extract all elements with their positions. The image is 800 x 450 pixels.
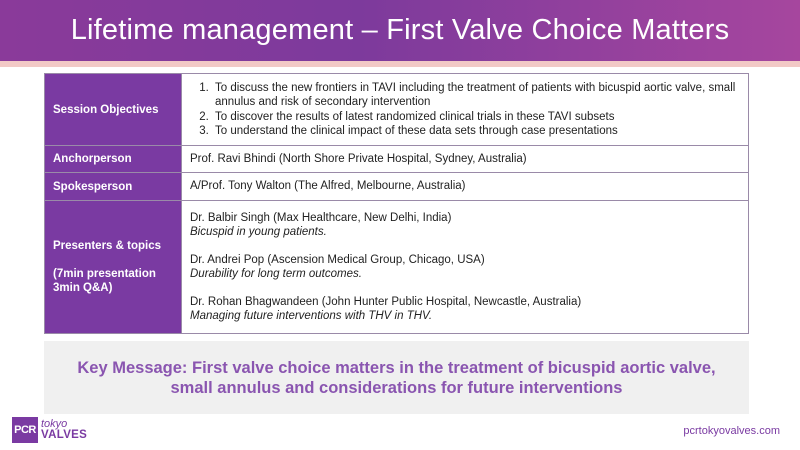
presenter-topic: Managing future interventions with THV in THV. <box>190 310 433 322</box>
presenters-note-line-1: (7min presentation <box>53 268 156 280</box>
header-divider <box>0 61 800 67</box>
objectives-list <box>190 81 740 139</box>
row-spokesperson <box>45 173 749 201</box>
page-title: Lifetime management – First Valve Choice Matters <box>70 14 730 46</box>
anchorperson-value: Prof. Ravi Bhindi (North Shore Private Hospital, Sydney, Australia) <box>182 146 749 173</box>
row-presenters <box>45 201 749 334</box>
key-message: Key Message: First valve choice matters in the treatment of bicuspid aortic valve, small annulus and considerations for future interventions <box>77 358 716 397</box>
objective-item: 2. To discover the results of latest randomized clinical trials in these TAVI subsets <box>212 110 740 125</box>
presenters-note-line-2: 3min Q&A) <box>53 282 113 294</box>
presenter-name: Dr. Rohan Bhagwandeen (John Hunter Public Hospital, Newcastle, Australia) <box>190 295 582 308</box>
pcr-tokyo-valves-logo <box>12 417 87 443</box>
row-anchorperson <box>45 146 749 173</box>
logo-tokyo: tokyo <box>41 418 68 430</box>
label-session-objectives: Session Objectives <box>45 74 182 146</box>
title-bar <box>0 0 800 61</box>
label-anchorperson: Anchorperson <box>45 146 182 173</box>
logo-valves: VALVES <box>41 429 88 441</box>
presenter-topic: Durability for long term outcomes. <box>190 268 362 280</box>
presenter-topic: Bicuspid in young patients. <box>190 226 327 238</box>
presenter-entry <box>190 211 740 240</box>
presenter-entry <box>190 295 740 324</box>
presenter-name: Dr. Balbir Singh (Max Healthcare, New Delhi, India) <box>190 211 452 224</box>
logo-wordmark <box>41 419 87 441</box>
presenters-label: Presenters & topics <box>53 240 162 252</box>
footer-url[interactable]: pcrtokyovalves.com <box>683 425 780 437</box>
objective-item: 3. To understand the clinical impact of these data sets through case presentations <box>212 124 740 139</box>
pcr-logo-mark: PCR <box>12 417 38 443</box>
row-session-objectives <box>45 74 749 146</box>
presenter-name: Dr. Andrei Pop (Ascension Medical Group, Chicago, USA) <box>190 253 485 266</box>
label-spokesperson: Spokesperson <box>45 173 182 201</box>
session-objectives-list-cell <box>182 74 749 146</box>
spokesperson-value: A/Prof. Tony Walton (The Alfred, Melbourne, Australia) <box>182 173 749 201</box>
session-table <box>44 73 749 334</box>
label-presenters <box>45 201 182 334</box>
objective-item: 1. To discuss the new frontiers in TAVI including the treatment of patients with bicuspid aortic valve, small annulus and risk of secondary intervention <box>212 81 740 110</box>
presenter-entry <box>190 253 740 282</box>
presenters-cell <box>182 201 749 334</box>
key-message-box <box>44 341 749 414</box>
